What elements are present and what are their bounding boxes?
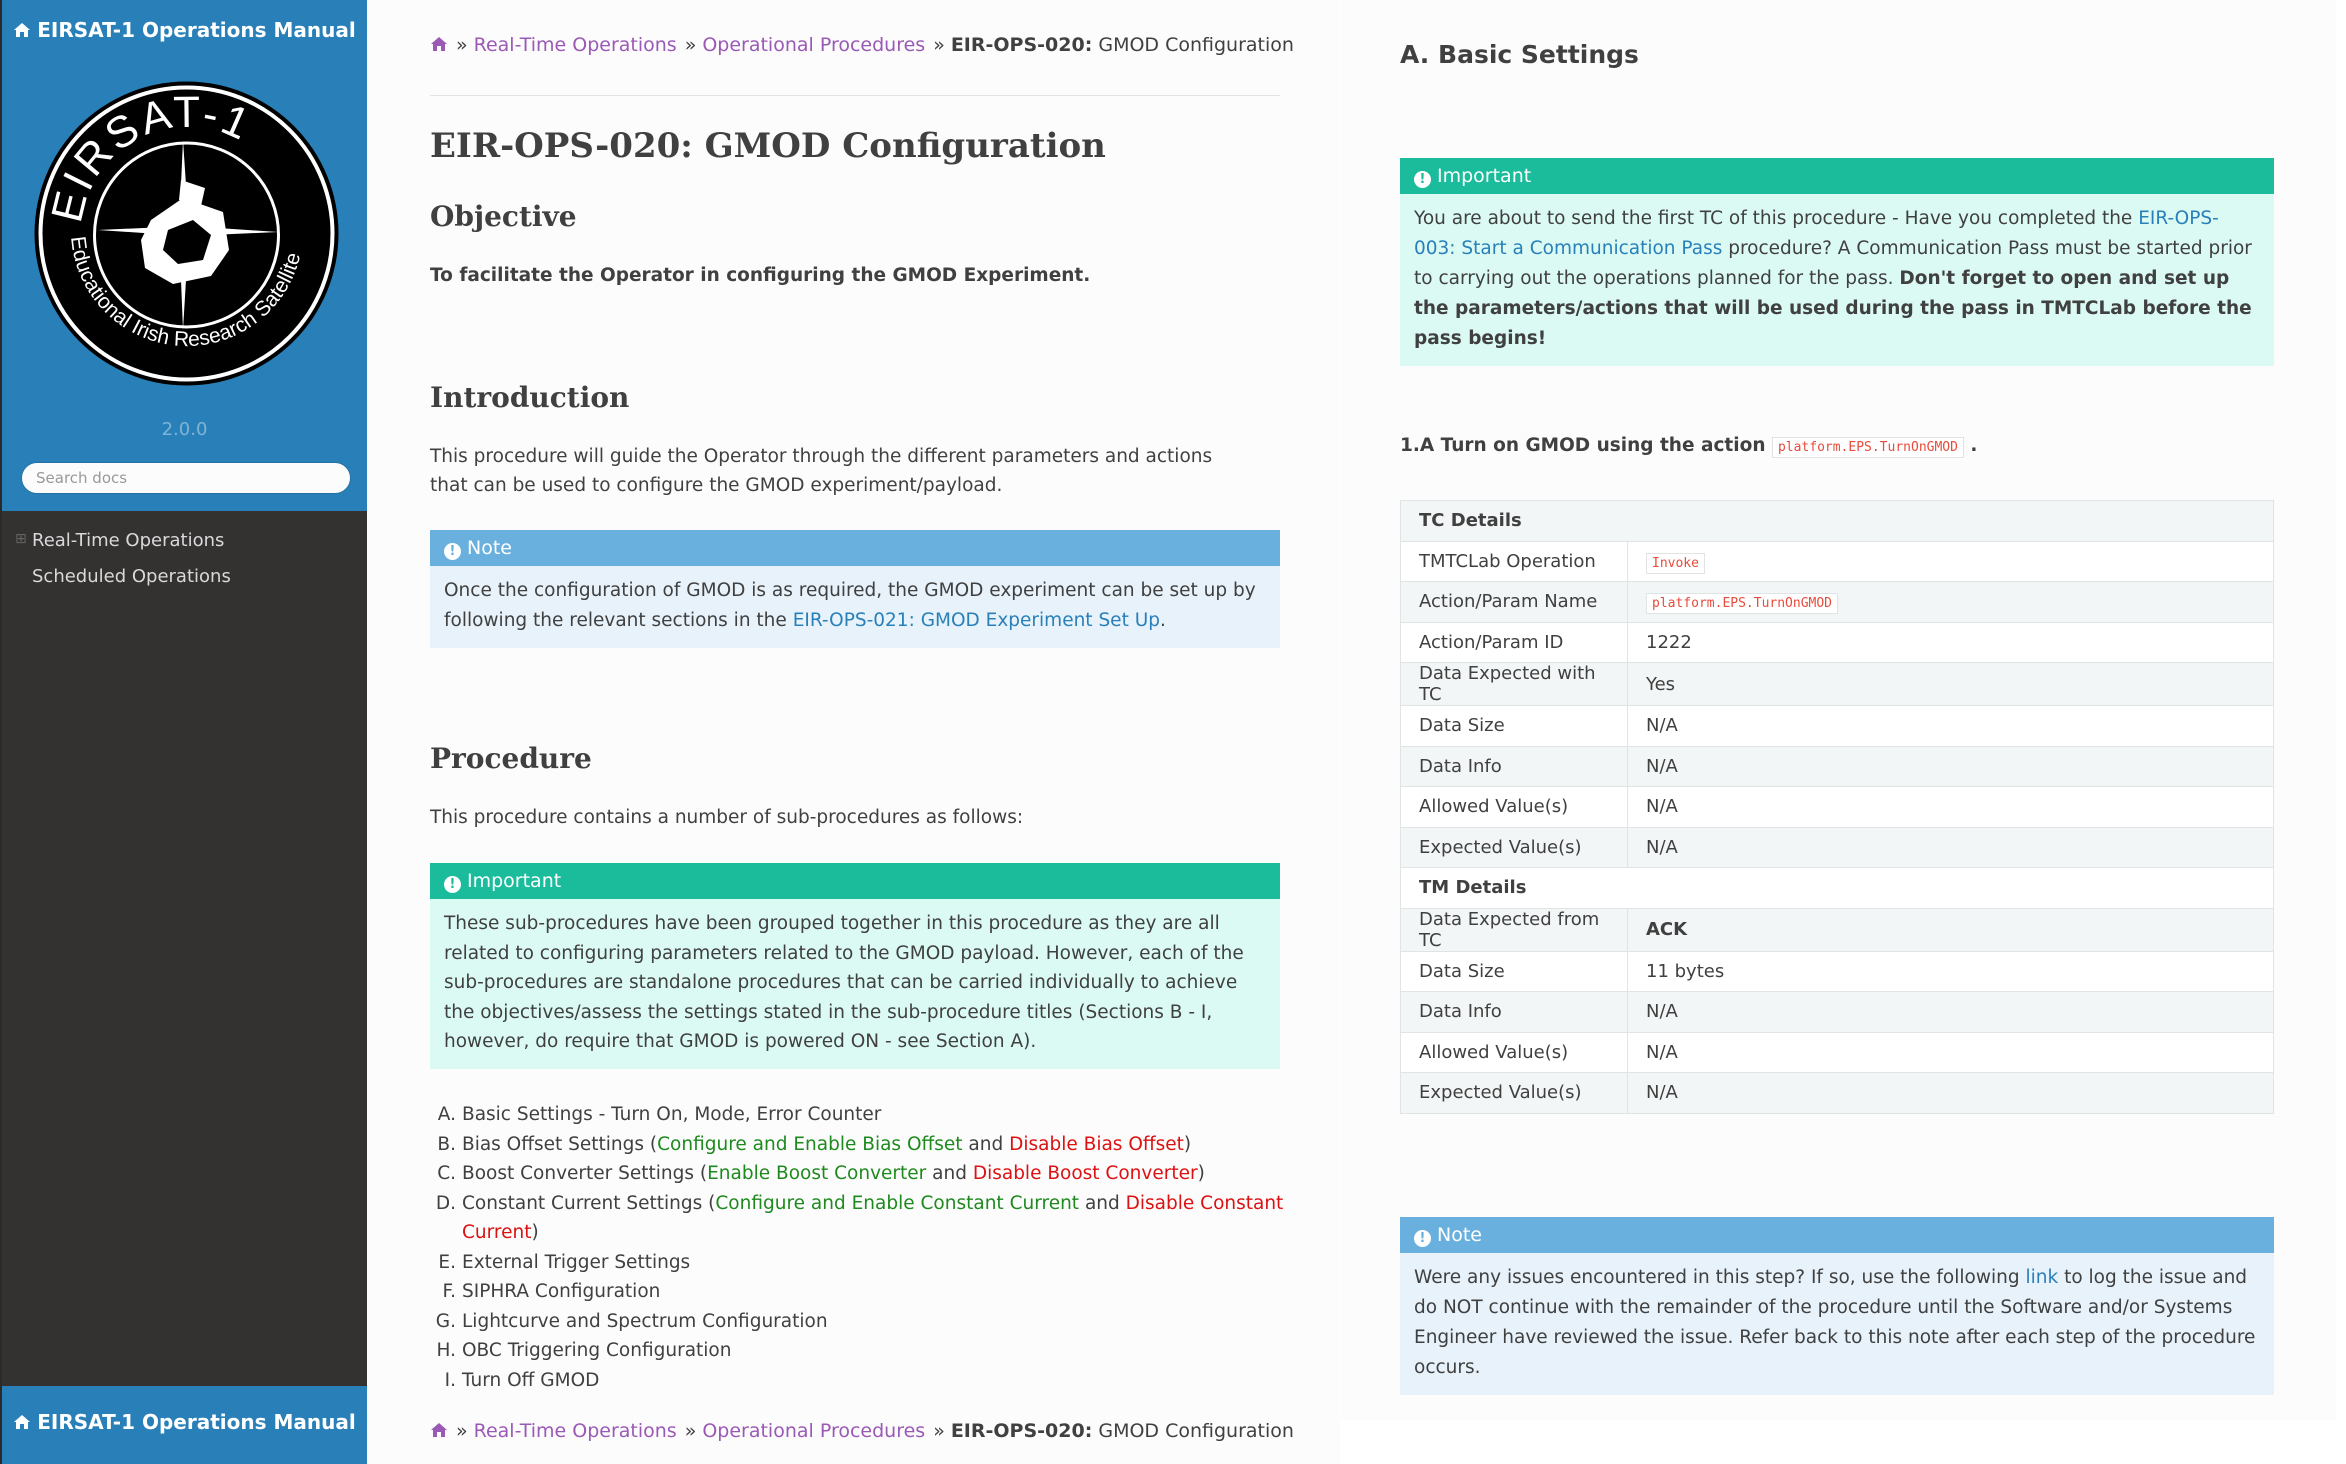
list-item: E. External Trigger Settings bbox=[438, 1251, 691, 1273]
important-title: Important bbox=[1437, 165, 1532, 187]
introduction-text: This procedure will guide the Operator through the different parameters and actions that can be used to configure the GMOD experiment/payload. bbox=[430, 446, 1213, 496]
note-body bbox=[430, 566, 1280, 648]
link-disable-bias-offset[interactable]: Disable Bias Offset bbox=[1009, 1133, 1184, 1155]
main-content bbox=[367, 0, 1340, 1464]
action-code: platform.EPS.TurnOnGMOD bbox=[1772, 437, 1964, 458]
link-eir-ops-021[interactable]: EIR-OPS-021: GMOD Experiment Set Up bbox=[792, 610, 1160, 631]
objective-heading: Objective bbox=[430, 200, 577, 233]
table-row: Data Size 11 bytes bbox=[1401, 951, 2274, 992]
breadcrumb-operational-procedures[interactable]: Operational Procedures bbox=[702, 34, 926, 56]
table-row: Data Info N/A bbox=[1401, 746, 2274, 787]
breadcrumb-current-title: GMOD Configuration bbox=[1092, 34, 1294, 56]
introduction-heading: Introduction bbox=[430, 381, 630, 414]
important-body: These sub-procedures have been grouped together in this procedure as they are all related to configuring parameters related to the GMOD payload. However, each of the sub-procedures are standalone procedures that can be carried individually to achieve the objectives/assess the settings stated in the sub-procedure titles (Sections B - I, however, do require that GMOD is powered ON - see Section A). bbox=[430, 899, 1280, 1069]
note-title: Note bbox=[467, 537, 512, 559]
tc-details-table bbox=[1400, 500, 2274, 1114]
link-configure-bias-offset[interactable]: Configure and Enable Bias Offset bbox=[657, 1133, 963, 1155]
list-item: H. OBC Triggering Configuration bbox=[436, 1340, 732, 1361]
note-title: Note bbox=[1437, 1224, 1482, 1246]
link-eir-ops-003[interactable]: EIR-OPS-003: Start a Communication Pass bbox=[1414, 208, 2219, 259]
note-text-end: . bbox=[1160, 610, 1166, 631]
sidebar-item-real-time-operations[interactable]: Real-Time Operations bbox=[32, 530, 225, 551]
sidebar bbox=[0, 0, 367, 1464]
info-icon: ! bbox=[1414, 1230, 1431, 1247]
divider bbox=[430, 95, 1280, 96]
table-row: Allowed Value(s) N/A bbox=[1401, 1032, 2274, 1073]
home-icon bbox=[13, 22, 31, 38]
sub-procedure-list bbox=[430, 1100, 1290, 1395]
list-item: A. Basic Settings - Turn On, Mode, Error Counter bbox=[437, 1104, 882, 1125]
info-icon: ! bbox=[1414, 171, 1431, 188]
important-title: Important bbox=[467, 870, 562, 892]
table-section-header: TC Details bbox=[1401, 501, 2274, 542]
home-icon bbox=[13, 1414, 31, 1430]
table-row: Expected Value(s) N/A bbox=[1401, 1073, 2274, 1114]
breadcrumb-current-title: GMOD Configuration bbox=[1092, 1420, 1294, 1442]
list-item: C. Boost Converter Settings (Enable Boost Converter and Disable Boost Converter) bbox=[437, 1163, 1205, 1184]
breadcrumb-real-time-operations[interactable]: Real-Time Operations bbox=[473, 34, 677, 56]
procedure-text: This procedure contains a number of sub-procedures as follows: bbox=[430, 807, 1024, 828]
note-text: Once the configuration of GMOD is as required, the GMOD experiment can be set up by following the relevant sections in the bbox=[444, 580, 1256, 631]
search-input[interactable]: Search docs bbox=[21, 462, 351, 494]
link-enable-boost-converter[interactable]: Enable Boost Converter bbox=[707, 1163, 927, 1184]
info-icon: ! bbox=[444, 876, 461, 893]
table-row: Data Size N/A bbox=[1401, 706, 2274, 747]
table-row: Data Expected from TC ACK bbox=[1401, 908, 2274, 951]
important-header bbox=[1400, 158, 2274, 194]
table-section-header: TM Details bbox=[1401, 868, 2274, 909]
right-panel bbox=[1340, 0, 2346, 1464]
table-row: TMTCLab Operation Invoke bbox=[1401, 541, 2274, 582]
sidebar-footer bbox=[2, 1386, 367, 1464]
log-issue-link[interactable]: link bbox=[2025, 1267, 2059, 1288]
sidebar-item-scheduled-operations[interactable]: Scheduled Operations bbox=[32, 566, 231, 587]
note-admonition bbox=[430, 530, 1280, 648]
svg-text:EIRSAT-1: EIRSAT-1 bbox=[42, 87, 260, 227]
table-row: Data Info N/A bbox=[1401, 992, 2274, 1033]
expand-icon[interactable]: ⊞ bbox=[15, 531, 27, 547]
footer-home-link[interactable] bbox=[2, 1410, 367, 1434]
breadcrumb-current-id: EIR-OPS-020: bbox=[950, 34, 1093, 56]
table-row: Action/Param Name platform.EPS.TurnOnGMOD bbox=[1401, 582, 2274, 623]
list-item: F. SIPHRA Configuration bbox=[442, 1281, 661, 1302]
note-body: Were any issues encountered in this step? If so, use the following link to log the issue and do NOT continue with the remainder of the procedure until the Software and/or Systems Engineer have reviewed the issue. Refer back to this note after each step of the procedure occurs. bbox=[1400, 1253, 2274, 1395]
page-title: EIR-OPS-020: GMOD Configuration bbox=[430, 126, 1106, 166]
table-row: Action/Param ID 1222 bbox=[1401, 622, 2274, 663]
breadcrumb-operational-procedures[interactable]: Operational Procedures bbox=[702, 1420, 926, 1442]
breadcrumb-real-time-operations[interactable]: Real-Time Operations bbox=[473, 1420, 677, 1442]
procedure-heading: Procedure bbox=[430, 742, 592, 775]
table-row: Expected Value(s) N/A bbox=[1401, 827, 2274, 868]
link-disable-boost-converter[interactable]: Disable Boost Converter bbox=[972, 1163, 1198, 1184]
breadcrumb: » Real-Time Operations » Operational Procedures » EIR-OPS-020: GMOD Configuration bbox=[430, 34, 1294, 56]
note-header bbox=[430, 530, 1280, 566]
breadcrumb-current-id: EIR-OPS-020: bbox=[950, 1420, 1093, 1442]
version-label: 2.0.0 bbox=[161, 419, 208, 440]
link-disable-constant-current[interactable]: Disable Constant Current bbox=[462, 1192, 1284, 1243]
important-admonition bbox=[430, 863, 1280, 1069]
right-content bbox=[1341, 0, 2336, 1420]
link-configure-constant-current[interactable]: Configure and Enable Constant Current bbox=[715, 1192, 1080, 1214]
home-icon[interactable] bbox=[430, 36, 448, 52]
list-item: G. Lightcurve and Spectrum Configuration bbox=[435, 1310, 828, 1332]
list-item: I. Turn Off GMOD bbox=[444, 1369, 600, 1391]
objective-text: To facilitate the Operator in configuring the GMOD Experiment. bbox=[430, 265, 1091, 286]
important-body: You are about to send the first TC of this procedure - Have you completed the EIR-OPS-003: Start a Communication Pass procedure? A Communication Pass must be started prior to carrying out the operations planned for the pass. Don't forget to open and set up the parameters/actions that will be used during the pass in TMTCLab before the pass begins! bbox=[1400, 194, 2274, 366]
footer-title: EIRSAT-1 Operations Manual bbox=[37, 1410, 356, 1434]
home-icon[interactable] bbox=[430, 1422, 448, 1438]
important-header bbox=[430, 863, 1280, 899]
list-item: B. Bias Offset Settings (Configure and Enable Bias Offset and Disable Bias Offset) bbox=[437, 1133, 1192, 1155]
list-item: D. Constant Current Settings (Configure and Enable Constant Current and Disable Constant Current) bbox=[435, 1192, 1284, 1243]
sidebar-header bbox=[2, 0, 367, 511]
svg-text:Educational Irish Research Sat: Educational Irish Research Satellite bbox=[66, 234, 306, 352]
table-row: Allowed Value(s) N/A bbox=[1401, 787, 2274, 828]
section-a-heading: A. Basic Settings bbox=[1400, 40, 1639, 69]
table-row: Data Expected with TC Yes bbox=[1401, 663, 2274, 706]
project-home-link[interactable] bbox=[2, 18, 367, 42]
step-1a: 1.A Turn on GMOD using the action platform.EPS.TurnOnGMOD . bbox=[1400, 435, 1978, 456]
breadcrumb-bottom: » Real-Time Operations » Operational Procedures » EIR-OPS-020: GMOD Configuration bbox=[430, 1420, 1294, 1442]
note-header bbox=[1400, 1217, 2274, 1253]
project-title: EIRSAT-1 Operations Manual bbox=[37, 18, 356, 42]
important-admonition-right bbox=[1400, 158, 2274, 366]
info-icon: ! bbox=[444, 543, 461, 560]
eirsat-logo bbox=[33, 80, 340, 387]
note-admonition-right bbox=[1400, 1217, 2274, 1395]
